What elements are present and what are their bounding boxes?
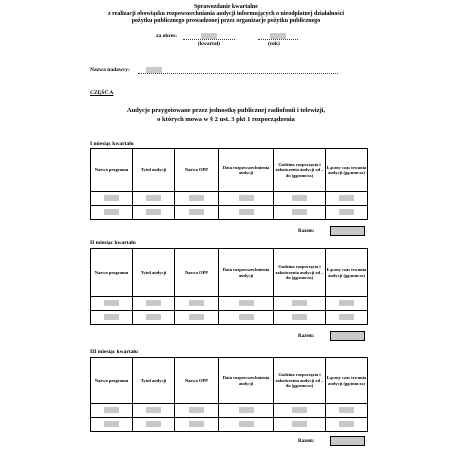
- part-label: CZĘŚĆ A: [90, 90, 114, 96]
- cell-input[interactable]: [91, 297, 133, 311]
- cell-input[interactable]: [326, 206, 368, 220]
- cell-input[interactable]: [91, 418, 133, 432]
- table-row: [91, 297, 368, 311]
- section-title: [110, 106, 342, 124]
- col-time-range: Godzina rozpoczęcia i zakończenia audycji od – do (gg:mm:ss): [274, 249, 326, 297]
- cell-input[interactable]: [91, 192, 133, 206]
- section-title-line-2: o których mowa w § 2 ust. 3 pkt 1 rozporządzenia: [157, 116, 295, 123]
- title-line-3: pożytku publicznego prowadzonej przez organizacje pożytku publicznego: [131, 18, 321, 24]
- cell-input[interactable]: [274, 192, 326, 206]
- table-row: [91, 192, 368, 206]
- cell-input[interactable]: [219, 404, 274, 418]
- cell-input[interactable]: [219, 206, 274, 220]
- cell-input[interactable]: [274, 297, 326, 311]
- col-title: Tytuł audycji: [133, 249, 175, 297]
- cell-input[interactable]: [219, 297, 274, 311]
- period-year-field[interactable]: [258, 33, 298, 40]
- period-quarter-field[interactable]: [183, 33, 235, 40]
- month-1-label: I miesiąc kwartału: [90, 141, 134, 147]
- section-title-line-1: Audycje przygotowane przez jednostkę publicznej radiofonii i telewizji,: [126, 107, 326, 114]
- cell-input[interactable]: [175, 297, 219, 311]
- table-row: [91, 404, 368, 418]
- cell-input[interactable]: [326, 311, 368, 325]
- col-opp-name: Nazwa OPP: [175, 149, 219, 192]
- col-program-name: Nazwa programu: [91, 249, 133, 297]
- table-row: [91, 206, 368, 220]
- sender-label: Nazwa nadawcy:: [90, 67, 130, 73]
- cell-input[interactable]: [274, 311, 326, 325]
- cell-input[interactable]: [274, 418, 326, 432]
- month-2-table: [90, 248, 368, 325]
- cell-input[interactable]: [326, 297, 368, 311]
- title-line-1: Sprawozdanie kwartalne: [194, 4, 258, 10]
- month-1-sum-field[interactable]: [330, 226, 365, 236]
- col-program-name: Nazwa programu: [91, 149, 133, 192]
- month-3-table: [90, 357, 368, 432]
- report-title: [80, 4, 372, 25]
- cell-input[interactable]: [133, 404, 175, 418]
- cell-input[interactable]: [175, 418, 219, 432]
- cell-input[interactable]: [133, 206, 175, 220]
- col-program-name: Nazwa programu: [91, 358, 133, 404]
- cell-input[interactable]: [219, 418, 274, 432]
- cell-input[interactable]: [274, 206, 326, 220]
- cell-input[interactable]: [219, 311, 274, 325]
- table-header-row: [91, 249, 368, 297]
- col-duration: Łączny czas trwania audycji (gg:mm:ss): [326, 358, 368, 404]
- cell-input[interactable]: [274, 404, 326, 418]
- cell-input[interactable]: [133, 297, 175, 311]
- table-header-row: [91, 149, 368, 192]
- table-row: [91, 418, 368, 432]
- month-1-sum-label: Razem:: [298, 229, 315, 234]
- cell-input[interactable]: [326, 404, 368, 418]
- cell-input[interactable]: [91, 311, 133, 325]
- col-date: Data rozpowszechnienia audycji: [219, 358, 274, 404]
- col-duration: Łączny czas trwania audycji (gg:mm:ss): [326, 149, 368, 192]
- cell-input[interactable]: [175, 192, 219, 206]
- month-3-sum-field[interactable]: [330, 436, 365, 446]
- cell-input[interactable]: [175, 206, 219, 220]
- table-row: [91, 311, 368, 325]
- cell-input[interactable]: [91, 404, 133, 418]
- title-line-2: z realizacji obowiązku rozpowszechniania audycji informujących o nieodpłatnej działalności: [107, 11, 345, 17]
- month-3-sum-label: Razem:: [298, 439, 315, 444]
- col-time-range: Godzina rozpoczęcia i zakończenia audycji od – do (gg:mm:ss): [274, 149, 326, 192]
- period-label: za okres:: [156, 33, 178, 39]
- cell-input[interactable]: [326, 192, 368, 206]
- year-sublabel: (rok): [268, 41, 280, 47]
- col-title: Tytuł audycji: [133, 149, 175, 192]
- col-date: Data rozpowszechnienia audycji: [219, 149, 274, 192]
- sender-name-field[interactable]: [138, 67, 338, 74]
- quarter-sublabel: (kwartał): [198, 41, 220, 47]
- cell-input[interactable]: [91, 206, 133, 220]
- col-duration: Łączny czas trwania audycji (gg:mm:ss): [326, 249, 368, 297]
- month-1-table: [90, 148, 368, 220]
- col-title: Tytuł audycji: [133, 358, 175, 404]
- cell-input[interactable]: [326, 418, 368, 432]
- col-opp-name: Nazwa OPP: [175, 249, 219, 297]
- col-time-range: Godzina rozpoczęcia i zakończenia audycji od – do (gg:mm:ss): [274, 358, 326, 404]
- col-opp-name: Nazwa OPP: [175, 358, 219, 404]
- cell-input[interactable]: [133, 192, 175, 206]
- month-2-label: II miesiąc kwartału: [90, 240, 136, 246]
- col-date: Data rozpowszechnienia audycji: [219, 249, 274, 297]
- cell-input[interactable]: [133, 418, 175, 432]
- month-2-sum-field[interactable]: [330, 331, 365, 341]
- cell-input[interactable]: [219, 192, 274, 206]
- cell-input[interactable]: [175, 311, 219, 325]
- cell-input[interactable]: [175, 404, 219, 418]
- month-3-label: III miesiąc kwartału: [90, 349, 138, 355]
- month-2-sum-label: Razem:: [298, 334, 315, 339]
- table-header-row: [91, 358, 368, 404]
- cell-input[interactable]: [133, 311, 175, 325]
